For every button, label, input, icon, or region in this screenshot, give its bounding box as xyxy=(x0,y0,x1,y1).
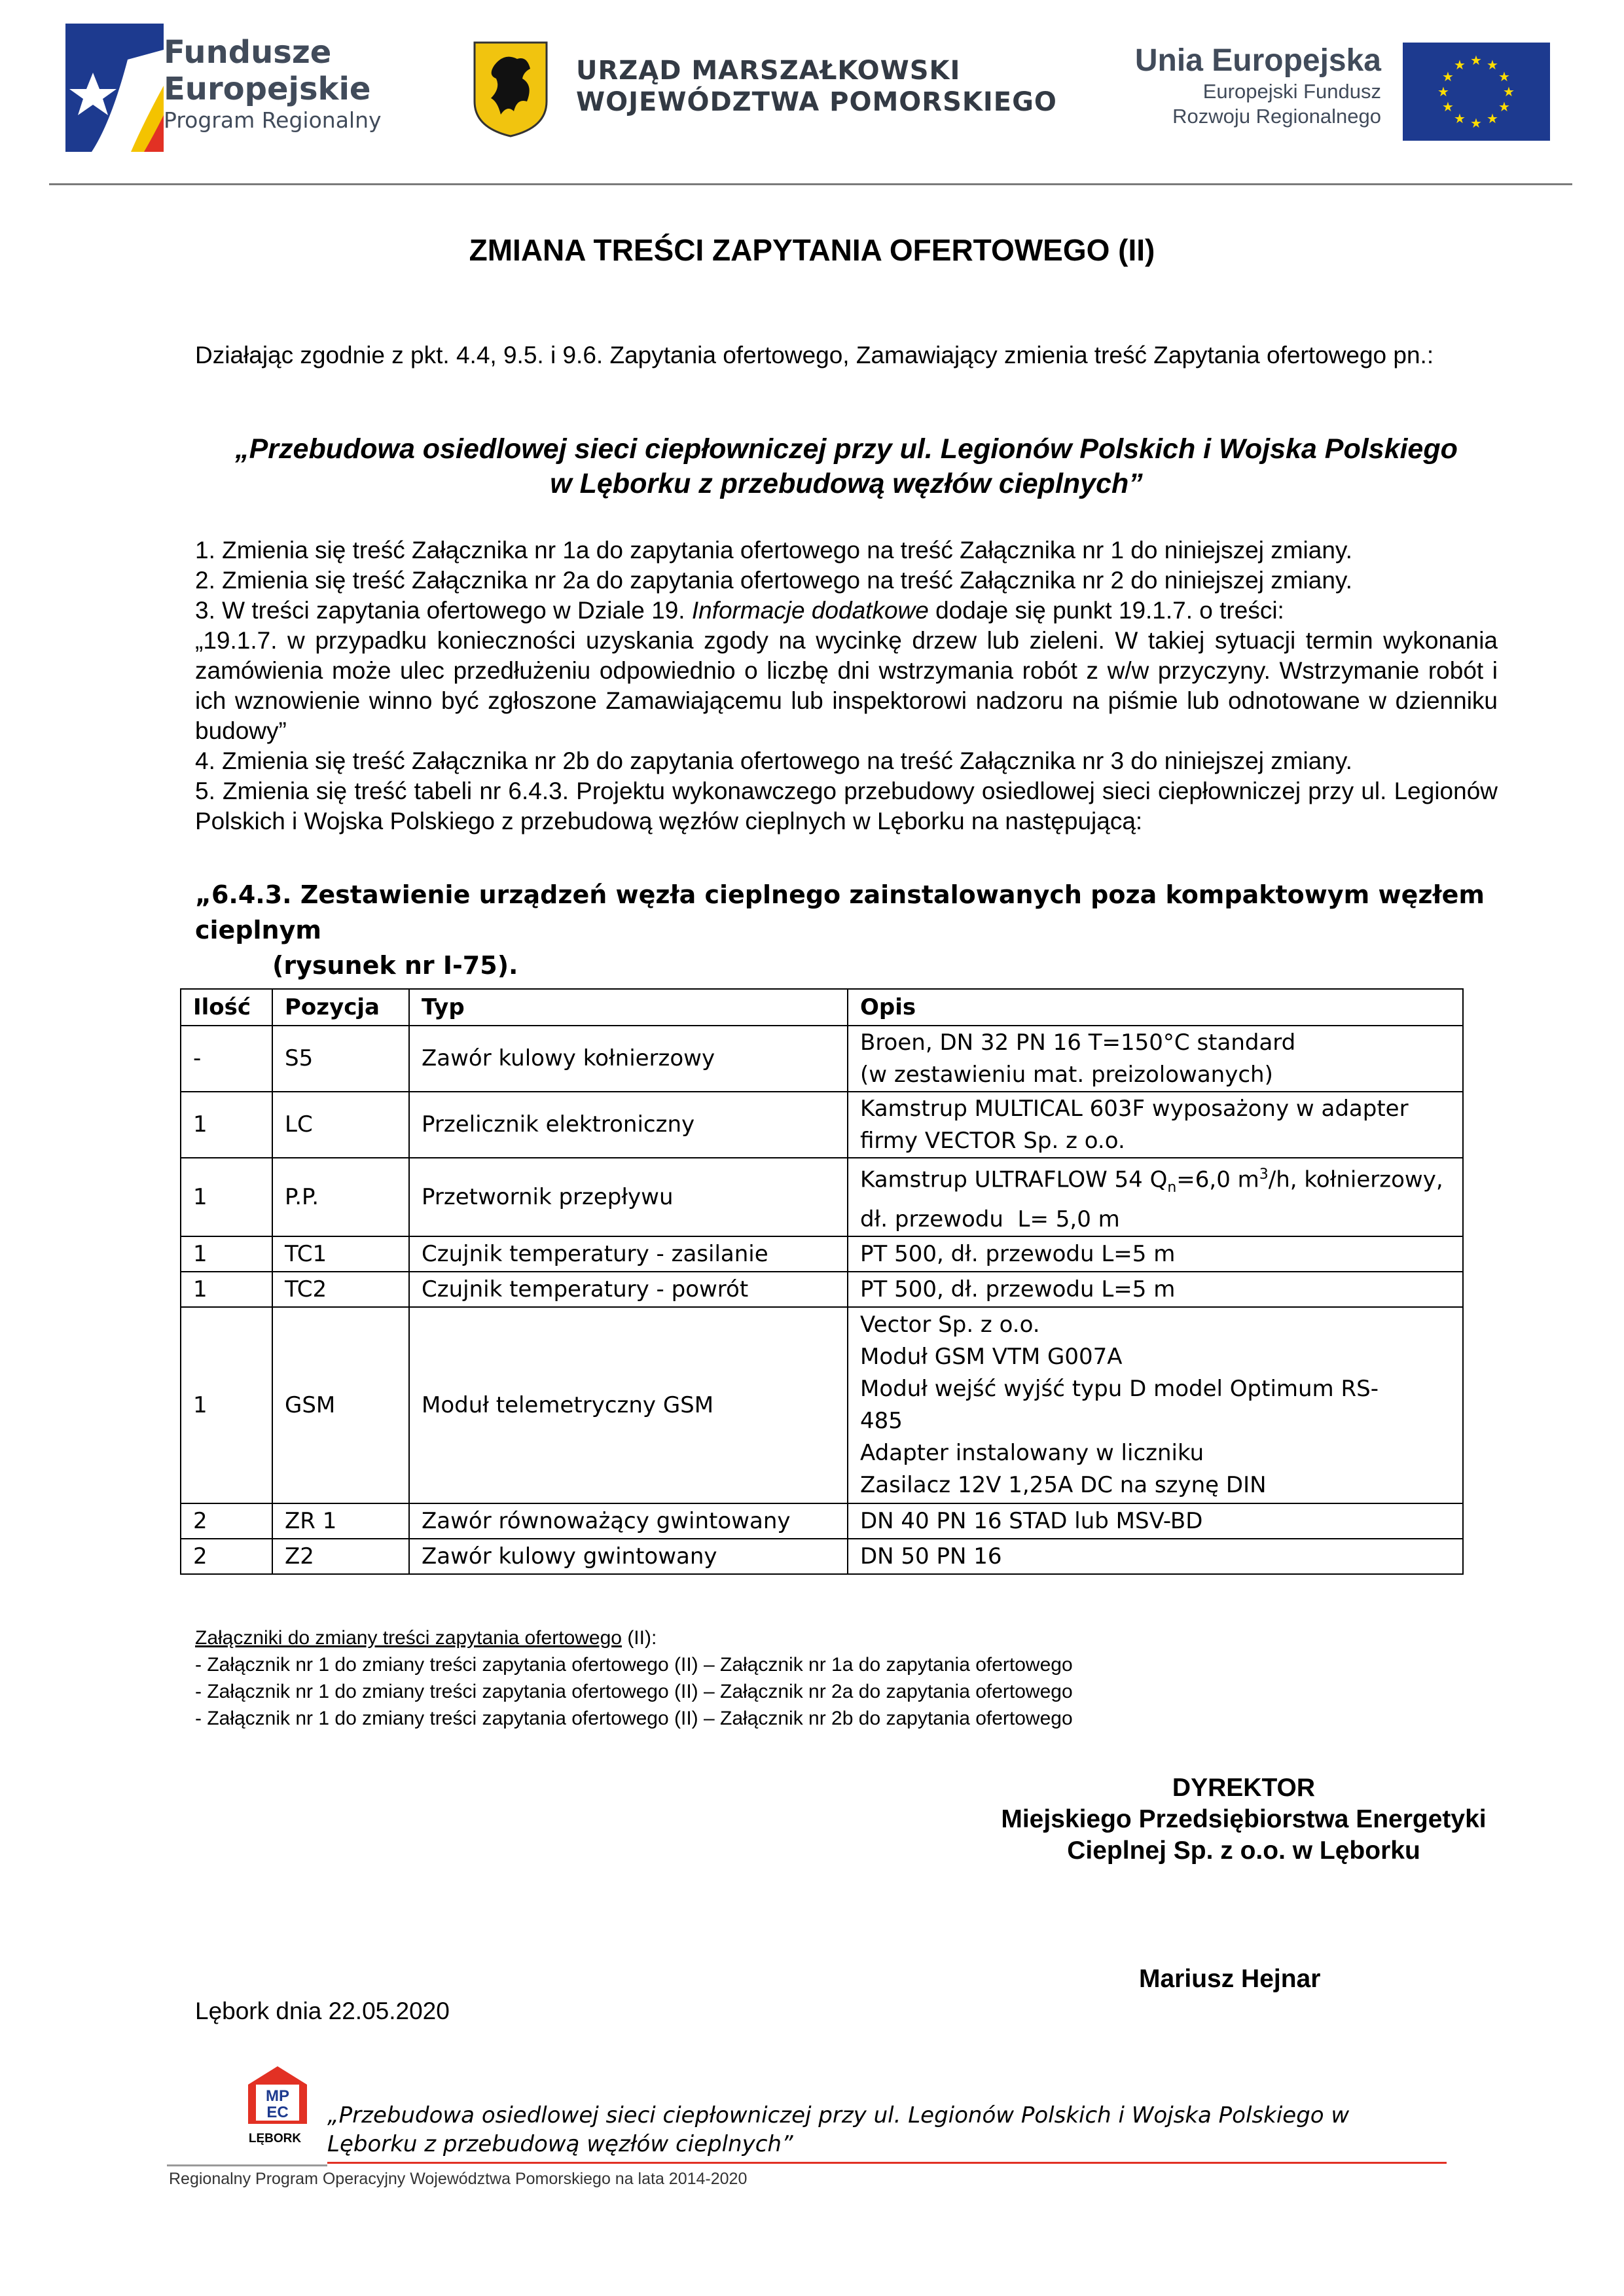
table-row xyxy=(181,1539,1463,1574)
cell-position: GSM xyxy=(272,1307,409,1503)
cell-position: TC1 xyxy=(272,1236,409,1272)
cell-position: ZR 1 xyxy=(272,1503,409,1539)
signature-org-line1: Miejskiego Przedsiębiorstwa Energetyki xyxy=(1001,1805,1487,1833)
item3-quote: „19.1.7. w przypadku konieczności uzyskania zgody na wycinkę drzew lub zieleni. W takiej sytuacji termin wykonania zamówienia może ulec przedłużeniu odpowiednio o liczbę dni wstrzymania robót z w/w przyczyny. Wstrzymanie robót i ich wznowienie winno być zgłoszone Zamawiającemu lub inspektorowi nadzoru na piśmie lub odnotowane w dzienniku budowy” xyxy=(195,627,1498,744)
cell-qty: 1 xyxy=(181,1272,272,1307)
change-item-2: 2. Zmienia się treść Załącznika nr 2a do zapytania ofertowego na treść Załącznika nr 2 do niniejszej zmiany. xyxy=(195,567,1352,594)
cell-description: PT 500, dł. przewodu L=5 m xyxy=(848,1236,1463,1272)
signature-org-line2: Cieplnej Sp. z o.o. w Lęborku xyxy=(1067,1837,1420,1865)
cell-qty: 1 xyxy=(181,1092,272,1158)
svg-text:★: ★ xyxy=(1470,115,1482,131)
fundusze-europejskie-logo xyxy=(65,21,393,152)
table-header-row xyxy=(181,989,1463,1026)
flow-desc-superscript: 3 xyxy=(1259,1166,1269,1183)
svg-text:★: ★ xyxy=(1487,111,1498,126)
cell-description: DN 50 PN 16 xyxy=(848,1539,1463,1574)
cell-description: Vector Sp. z o.o. Moduł GSM VTM G007A Moduł wejść wyjść typu D model Optimum RS- 485 Adapter instalowany w liczniku Zasilacz 12V 1,25A DC na szynę DIN xyxy=(848,1307,1463,1503)
fe-star-icon xyxy=(65,24,177,154)
um-logo-line2: WOJEWÓDZTWA POMORSKIEGO xyxy=(576,87,1057,117)
fe-logo-line2: Europejskie xyxy=(164,71,371,107)
project-subject xyxy=(195,432,1498,501)
svg-text:★: ★ xyxy=(1454,111,1466,126)
mpec-logo-caption: LĘBORK xyxy=(248,2132,302,2145)
cell-description: PT 500, dł. przewodu L=5 m xyxy=(848,1272,1463,1307)
item3-text-end: dodaje się punkt 19.1.7. o treści: xyxy=(928,597,1284,624)
table-row xyxy=(181,1158,1463,1236)
cell-qty: - xyxy=(181,1026,272,1092)
cell-position: TC2 xyxy=(272,1272,409,1307)
intro-paragraph: Działając zgodnie z pkt. 4.4, 9.5. i 9.6. Zapytania ofertowego, Zamawiający zmienia treść Zapytania ofertowego pn.: xyxy=(195,342,1434,368)
attachments-title xyxy=(195,1624,1439,1651)
attachment-item: - Załącznik nr 1 do zmiany treści zapytania ofertowego (II) – Załącznik nr 1a do zapytania ofertowego xyxy=(195,1654,1073,1676)
ue-logo-line1: Unia Europejska xyxy=(1134,43,1381,78)
change-item-4: 4. Zmienia się treść Załącznika nr 2b do zapytania ofertowego na treść Załącznika nr 3 do niniejszej zmiany. xyxy=(195,747,1352,774)
header-qty: Ilość xyxy=(181,989,272,1026)
item3-section-name: Informacje dodatkowe xyxy=(691,597,929,624)
header-description: Opis xyxy=(848,989,1463,1026)
cell-description: Broen, DN 32 PN 16 T=150°C standard (w zestawieniu mat. preizolowanych) xyxy=(848,1026,1463,1092)
table-row xyxy=(181,1503,1463,1539)
document-title: ZMIANA TREŚCI ZAPYTANIA OFERTOWEGO (II) xyxy=(469,233,1155,267)
svg-text:★: ★ xyxy=(1442,69,1454,84)
cell-type: Moduł telemetryczny GSM xyxy=(409,1307,848,1503)
fe-logo-line1: Fundusze xyxy=(164,34,332,71)
attachments-title-suffix: (II): xyxy=(621,1627,657,1649)
cell-qty: 1 xyxy=(181,1307,272,1503)
change-item-3 xyxy=(195,596,1498,626)
cell-position: Z2 xyxy=(272,1539,409,1574)
cell-type: Zawór równoważący gwintowany xyxy=(409,1503,848,1539)
svg-text:★: ★ xyxy=(1470,52,1482,68)
table-row xyxy=(181,1026,1463,1092)
urzad-marszalkowski-logo xyxy=(471,39,1057,137)
flow-desc-line2: dł. przewodu L= 5,0 m xyxy=(860,1206,1120,1233)
fe-logo-line3: Program Regionalny xyxy=(164,107,382,133)
table-row xyxy=(181,1272,1463,1307)
svg-text:★: ★ xyxy=(1454,57,1466,73)
cell-type: Zawór kulowy gwintowany xyxy=(409,1539,848,1574)
cell-position: LC xyxy=(272,1092,409,1158)
cell-qty: 2 xyxy=(181,1539,272,1574)
table-row xyxy=(181,1236,1463,1272)
cell-description xyxy=(848,1158,1463,1236)
cell-qty: 2 xyxy=(181,1503,272,1539)
mpec-logo-icon xyxy=(247,2065,308,2130)
eu-flag-icon xyxy=(1403,43,1550,141)
item3-text-start: 3. W treści zapytania ofertowego w Dziale 19. xyxy=(195,597,692,624)
cell-position: P.P. xyxy=(272,1158,409,1236)
attachment-item: - Załącznik nr 1 do zmiany treści zapytania ofertowego (II) – Załącznik nr 2a do zapytania ofertowego xyxy=(195,1681,1073,1702)
attachment-item: - Załącznik nr 1 do zmiany treści zapytania ofertowego (II) – Załącznik nr 2b do zapytania ofertowego xyxy=(195,1708,1073,1729)
cell-description: Kamstrup MULTICAL 603F wyposażony w adapter firmy VECTOR Sp. z o.o. xyxy=(848,1092,1463,1158)
griffin-crest-icon xyxy=(471,39,550,137)
table-row xyxy=(181,1307,1463,1503)
cell-description: DN 40 PN 16 STAD lub MSV-BD xyxy=(848,1503,1463,1539)
cell-type: Przetwornik przepływu xyxy=(409,1158,848,1236)
svg-text:★: ★ xyxy=(1498,99,1510,115)
footer-red-rule xyxy=(327,2162,1447,2164)
svg-text:★: ★ xyxy=(1437,84,1449,99)
header-divider xyxy=(49,183,1572,185)
cell-position: S5 xyxy=(272,1026,409,1092)
flow-desc-subscript: n xyxy=(1167,1179,1177,1196)
cell-qty: 1 xyxy=(181,1158,272,1236)
unia-europejska-logo xyxy=(1113,39,1558,144)
footer-program-name: Regionalny Program Operacyjny Województwa Pomorskiego na lata 2014-2020 xyxy=(169,2170,748,2188)
footer-grey-rule xyxy=(167,2164,327,2166)
signer-name: Mariusz Hejnar xyxy=(1139,1965,1321,1993)
attachments-title-underlined: Załączniki do zmiany treści zapytania ofertowego xyxy=(195,1627,622,1649)
ue-logo-line2: Europejski Fundusz xyxy=(1202,80,1381,103)
header-type: Typ xyxy=(409,989,848,1026)
footer-project-line2: Lęborku z przebudową węzłów cieplnych” xyxy=(327,2131,793,2157)
flow-desc-end: /h, kołnierzowy, xyxy=(1268,1166,1443,1193)
cell-type: Przelicznik elektroniczny xyxy=(409,1092,848,1158)
ue-logo-line3: Rozwoju Regionalnego xyxy=(1172,105,1381,128)
mpec-logo-mid: EC xyxy=(266,2104,289,2121)
change-item-1: 1. Zmienia się treść Załącznika nr 1a do zapytania ofertowego na treść Załącznika nr 1 do niniejszej zmiany. xyxy=(195,537,1352,564)
table-heading-line2: (rysunek nr I-75). xyxy=(272,951,518,980)
mpec-logo-top: MP xyxy=(266,2087,289,2105)
equipment-table xyxy=(180,988,1464,1575)
attachments-list xyxy=(195,1624,1439,1732)
um-logo-line1: URZĄD MARSZAŁKOWSKI xyxy=(576,56,961,86)
mpec-logo xyxy=(245,2065,311,2150)
footer-project-line1: „Przebudowa osiedlowej sieci ciepłowniczej przy ul. Legionów Polskich i Wojska Polskiego w xyxy=(327,2102,1350,2128)
flow-desc-start: Kamstrup ULTRAFLOW 54 Q xyxy=(860,1166,1168,1193)
subject-line1: „Przebudowa osiedlowej sieci ciepłowniczej przy ul. Legionów Polskich i Wojska Polskiego xyxy=(235,433,1458,465)
place-and-date: Lębork dnia 22.05.2020 xyxy=(195,1998,450,2024)
svg-text:★: ★ xyxy=(1487,57,1498,73)
cell-type: Zawór kulowy kołnierzowy xyxy=(409,1026,848,1092)
svg-text:★: ★ xyxy=(1498,69,1510,84)
table-heading-line1: „6.4.3. Zestawienie urządzeń węzła cieplnego zainstalowanych poza kompaktowym węzłem cieplnym xyxy=(195,880,1485,944)
table-heading xyxy=(195,877,1504,983)
cell-type: Czujnik temperatury - powrót xyxy=(409,1272,848,1307)
signature-role: DYREKTOR xyxy=(1172,1774,1316,1802)
svg-text:★: ★ xyxy=(1503,84,1515,99)
svg-text:★: ★ xyxy=(1442,99,1454,115)
cell-qty: 1 xyxy=(181,1236,272,1272)
header-position: Pozycja xyxy=(272,989,409,1026)
flow-desc-value: =6,0 m xyxy=(1176,1166,1259,1193)
cell-type: Czujnik temperatury - zasilanie xyxy=(409,1236,848,1272)
table-row xyxy=(181,1092,1463,1158)
subject-line2: w Lęborku z przebudową węzłów cieplnych” xyxy=(550,468,1143,499)
change-item-5: 5. Zmienia się treść tabeli nr 6.4.3. Projektu wykonawczego przebudowy osiedlowej sieci ciepłowniczej przy ul. Legionów Polskich i Wojska Polskiego z przebudową węzłów cieplnych w Lęborku na następującą: xyxy=(195,778,1498,834)
